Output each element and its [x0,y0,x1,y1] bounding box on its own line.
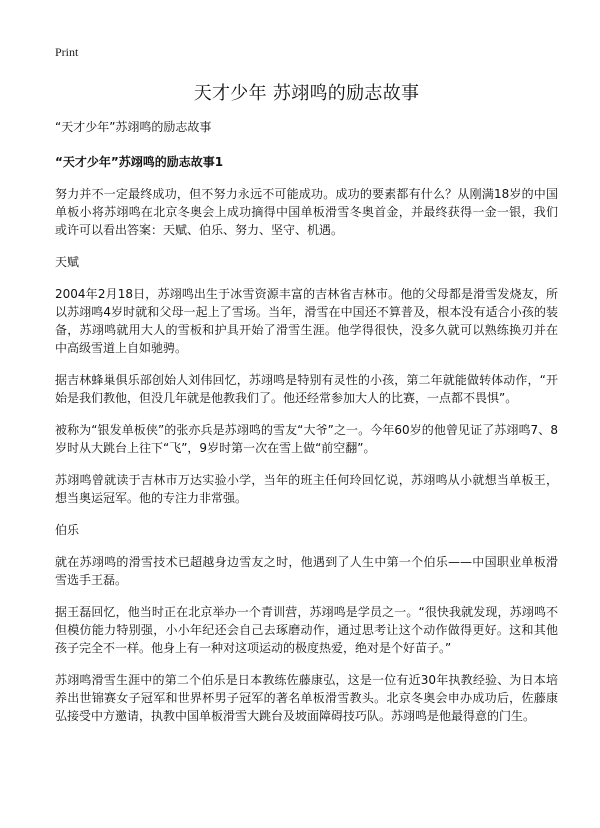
paragraph: 努力并不一定最终成功，但不努力永远不可能成功。成功的要素都有什么？从刚满18岁的中国单板小将苏翊鸣在北京冬奥会上成功摘得中国单板滑雪冬奥首金，并最终获得一金一银，我们或许可以看出答案：天赋、伯乐、努力、坚守、机遇。 [55,187,558,237]
page-title: 天才少年 苏翊鸣的励志故事 [193,83,420,104]
paragraph: 苏翊鸣曾就读于吉林市万达实验小学，当年的班主任何玲回忆说，苏翊鸣从小就想当单板王，想当奥运冠军。他的专注力非常强。 [55,473,558,505]
print-link[interactable]: Print [55,45,79,59]
paragraph: 苏翊鸣滑雪生涯中的第二个伯乐是日本教练佐藤康弘，这是一位有近30年执教经验、为日本培养出世锦赛女子冠军和世界杯男子冠军的著名单板滑雪教头。北京冬奥会申办成功后，佐藤康弘接受中方邀请，执教中国单板滑雪大跳台及坡面障碍技巧队。苏翊鸣是他最得意的门生。 [55,673,558,723]
article-subtitle: “天才少年”苏翊鸣的励志故事 [55,120,212,134]
section-label: 伯乐 [55,523,80,537]
section-label: 天赋 [55,255,80,269]
article-subheading: “天才少年”苏翊鸣的励志故事1 [55,155,224,169]
paragraph: 据吉林蜂巢俱乐部创始人刘伟回忆，苏翊鸣是特别有灵性的小孩，第二年就能做转体动作，“开始是我们教他，但没几年就是他教我们了。他还经常参加大人的比赛，一点都不畏惧”。 [55,373,558,405]
paragraph: 据王磊回忆，他当时正在北京举办一个青训营，苏翊鸣是学员之一。“很快我就发现，苏翊鸣不但模仿能力特别强，小小年纪还会自己去琢磨动作，通过思考让这个动作做得更好。这和其他孩子完全不一样。他身上有一种对这项运动的极度热爱，绝对是个好苗子。” [55,605,558,655]
article-body [55,185,558,725]
paragraph: 2004年2月18日，苏翊鸣出生于冰雪资源丰富的吉林省吉林市。他的父母都是滑雪发烧友，所以苏翊鸣4岁时就和父母一起上了雪场。当年，滑雪在中国还不算普及，根本没有适合小孩的装备，苏翊鸣就用大人的雪板和护具开始了滑雪生涯。他学得很快，没多久就可以熟练换刃并在中高级雪道上自如驰骋。 [55,287,558,355]
paragraph: 就在苏翊鸣的滑雪技术已超越身边雪友之时，他遇到了人生中第一个伯乐——中国职业单板滑雪选手王磊。 [55,555,558,587]
paragraph: 被称为“银发单板侠”的张亦兵是苏翊鸣的雪友“大爷”之一。今年60岁的他曾见证了苏翊鸣7、8岁时从大跳台上往下“飞”，9岁时第一次在雪上做“前空翻”。 [55,423,558,455]
